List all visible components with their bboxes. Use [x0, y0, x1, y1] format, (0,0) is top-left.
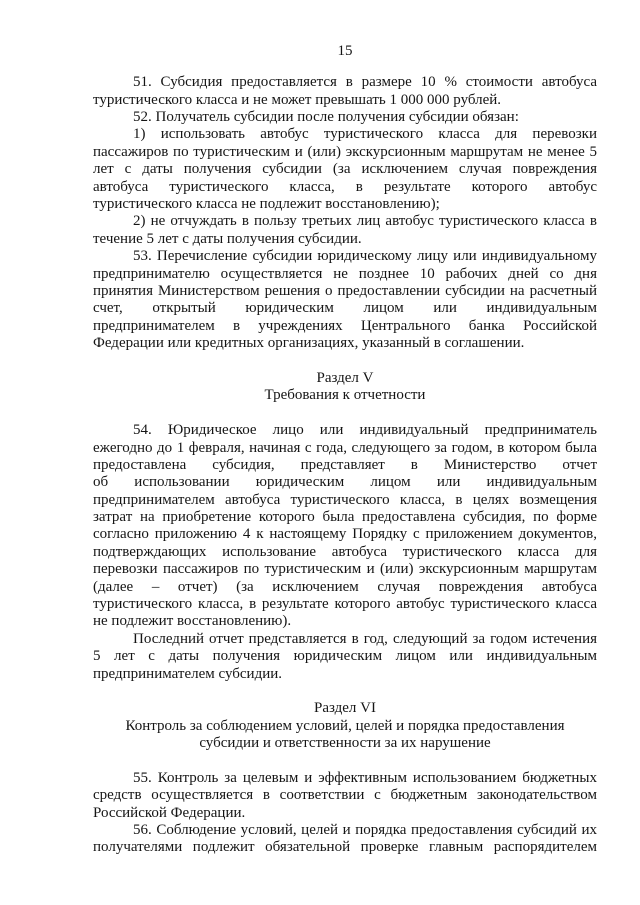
text-line: об использовании юридическим лицом или индивидуальным [93, 474, 597, 491]
section-6-heading [93, 700, 597, 752]
text-line: 5 лет с даты получения юридическим лицом или индивидуальным [93, 648, 597, 665]
section-5-heading [93, 370, 597, 405]
spacer [93, 353, 597, 370]
text-line: пассажиров по туристическим и (или) экскурсионным маршрутам не менее 5 [93, 143, 597, 160]
document-body [93, 74, 597, 857]
text-line: получателями подлежит обязательной проверке главным распорядителем [93, 839, 597, 856]
text-line: не подлежит восстановлению). [93, 613, 292, 630]
paragraph-52-item-1 [93, 126, 597, 213]
paragraph-55 [93, 770, 597, 822]
text-line: 55. Контроль за целевым и эффективным использованием бюджетных [133, 769, 597, 786]
text-line: согласно приложению 4 к настоящему Порядку с приложением документов, [93, 526, 597, 543]
text-line: лет с даты получения субсидии (за исключением случая повреждения [93, 161, 597, 178]
text-line: принятия Министерством решения о предоставлении субсидии на расчетный [93, 282, 597, 299]
text-line: ежегодно до 1 февраля, начиная с года, следующего за годом, в котором была [93, 439, 597, 456]
text-line: 53. Перечисление субсидии юридическому лицу или индивидуальному [133, 248, 597, 265]
text-line: средств осуществляется в соответствии с бюджетным законодательством [93, 787, 597, 804]
text-line: 54. Юридическое лицо или индивидуальный предприниматель [133, 422, 597, 439]
text-line: перевозки пассажиров по туристическим и (или) экскурсионным маршрутам [93, 561, 597, 578]
text-line: 51. Субсидия предоставляется в размере 10 % стоимости автобуса [133, 74, 597, 91]
spacer [93, 753, 597, 770]
section-heading: субсидии и ответственности за их нарушение [199, 735, 491, 752]
text-line: Федерации или кредитных организациях, указанный в соглашении. [93, 335, 525, 352]
spacer [93, 405, 597, 422]
paragraph-53 [93, 248, 597, 352]
paragraph-56 [93, 822, 597, 857]
text-line: Российской Федерации. [93, 804, 246, 821]
text-line: предоставлена субсидия, представляет в Министерство отчет [93, 456, 597, 473]
text-line: туристического класса не подлежит восстановлению); [93, 196, 440, 213]
page-number: 15 [337, 43, 353, 59]
text-line: предпринимателем субсидии. [93, 665, 283, 682]
text-line: предпринимателем в учреждениях Центрального банка Российской [93, 317, 597, 334]
section-heading: Контроль за соблюдением условий, целей и порядка предоставления [125, 717, 565, 734]
paragraph-51 [93, 74, 597, 109]
text-line: 56. Соблюдение условий, целей и порядка предоставления субсидий их [133, 822, 597, 839]
paragraph-54-final-report [93, 631, 597, 683]
text-line: затрат на приобретение которого была предоставлена субсидия, по форме [93, 509, 597, 526]
spacer [93, 683, 597, 700]
paragraph-52 [93, 109, 597, 126]
text-line: туристического класса, в результате которого автобус туристического класса [93, 596, 597, 613]
section-title: Раздел VI [313, 700, 376, 717]
text-line: течение 5 лет с даты получения субсидии. [93, 230, 362, 247]
text-line: счет, открытый юридическим лицом или индивидуальным [93, 300, 597, 317]
text-line: предпринимателю осуществляется не позднее 10 рабочих дней со дня [93, 265, 597, 282]
text-line: туристического класса и не может превышать 1 000 000 рублей. [93, 91, 502, 108]
text-line: 2) не отчуждать в пользу третьих лиц автобус туристического класса в [133, 213, 597, 230]
text-line: (далее – отчет) (за исключением случая повреждения автобуса [93, 578, 597, 595]
section-heading: Требования к отчетности [264, 387, 426, 404]
text-line: 52. Получатель субсидии после получения субсидии обязан: [133, 109, 519, 126]
text-line: предпринимателем автобуса туристического класса, в целях возмещения [93, 491, 597, 508]
section-title: Раздел V [316, 369, 374, 386]
text-line: подтверждающих использование автобуса туристического класса для [93, 543, 597, 560]
paragraph-52-item-2 [93, 213, 597, 248]
text-line: автобуса туристического класса, в результате которого автобус [93, 178, 597, 195]
text-line: Последний отчет представляется в год, следующий за годом истечения [133, 630, 597, 647]
paragraph-54 [93, 422, 597, 631]
text-line: 1) использовать автобус туристического класса для перевозки [133, 126, 597, 143]
